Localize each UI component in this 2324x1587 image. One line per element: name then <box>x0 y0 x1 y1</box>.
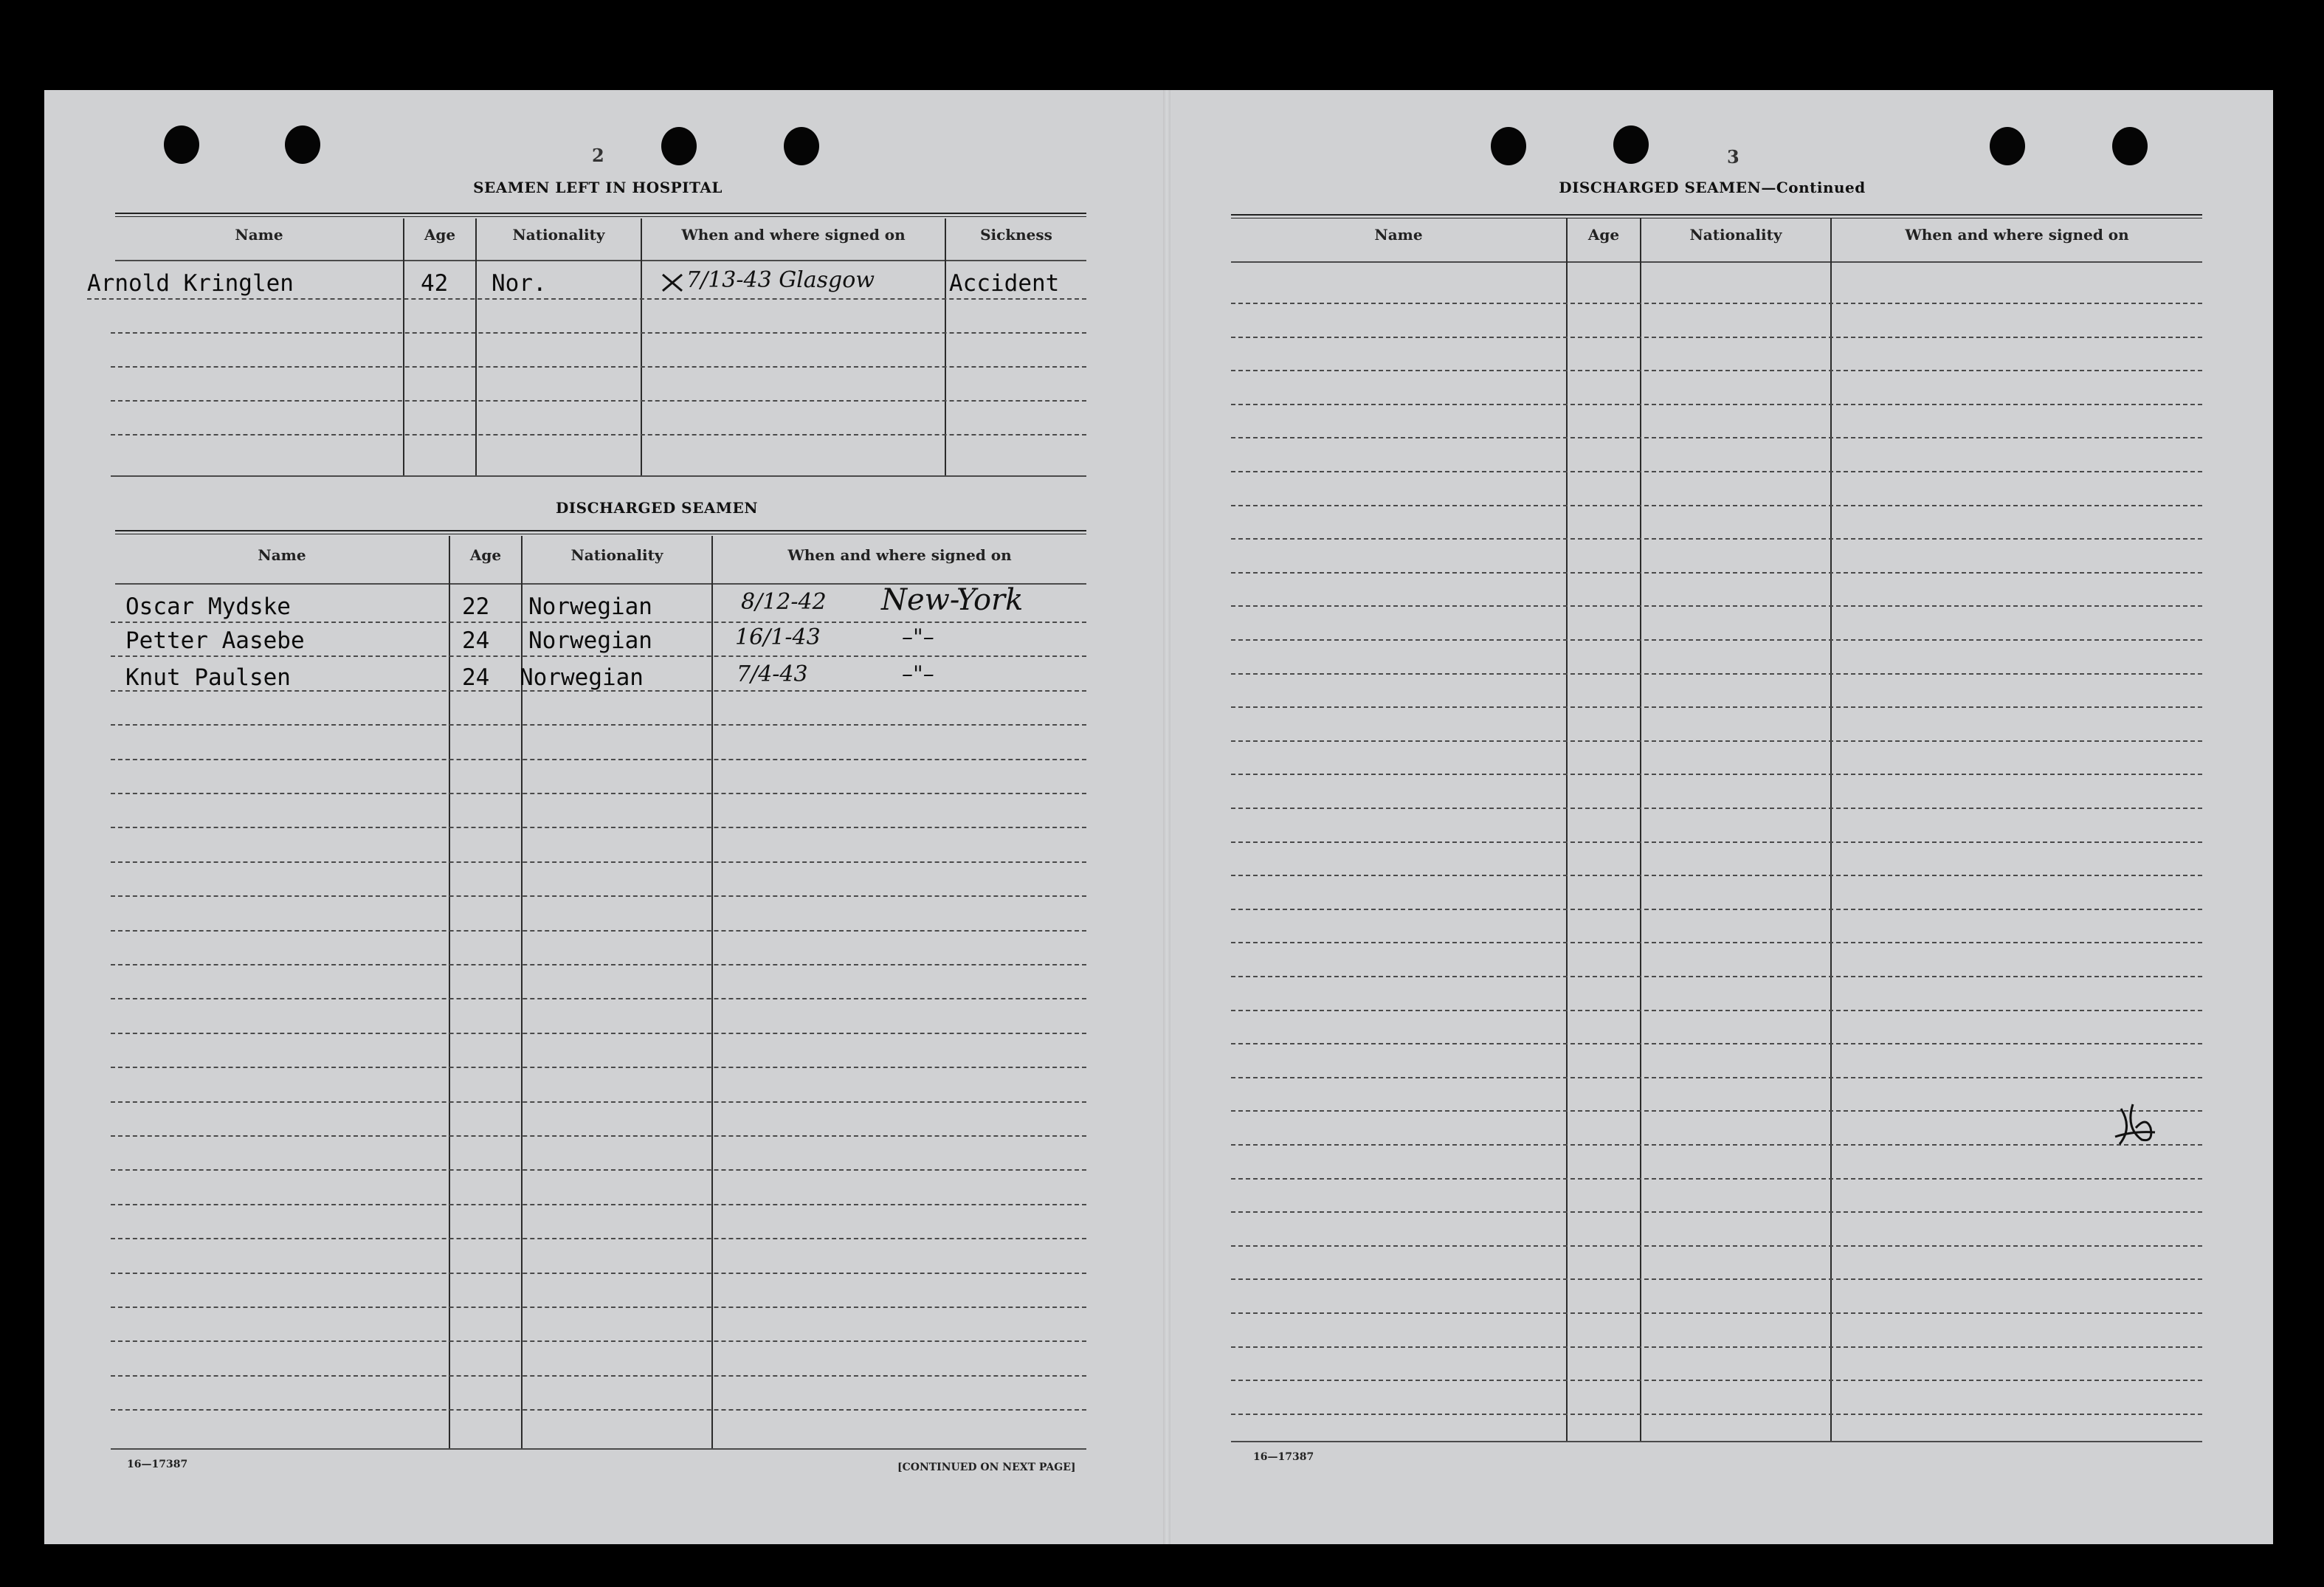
ruled-line <box>1231 1245 2202 1247</box>
discharged-top-rule <box>115 530 1086 534</box>
strikeout-mark <box>660 270 686 297</box>
ruled-line <box>1231 404 2202 405</box>
ruled-line <box>1231 1043 2202 1044</box>
punch-hole <box>1990 127 2025 165</box>
hospital-header-nationality: Nationality <box>512 226 605 244</box>
punch-hole <box>2112 127 2148 165</box>
discharged-col-divider <box>711 536 713 1450</box>
ruled-line <box>111 622 1086 623</box>
discharged-cell-place: –"– <box>902 624 934 650</box>
hospital-cell-age: 42 <box>421 270 449 297</box>
discharged-cell-place: –"– <box>902 661 934 687</box>
punch-hole <box>164 125 199 164</box>
ruled-line <box>1231 841 2202 843</box>
ruled-line <box>1231 370 2202 371</box>
ruled-line <box>111 1204 1086 1205</box>
hospital-cell-name: Arnold Kringlen <box>87 270 294 297</box>
discharged-cell-name: Oscar Mydske <box>125 593 291 620</box>
discharged-header-signed-on: When and where signed on <box>787 546 1012 564</box>
ruled-line <box>111 998 1086 999</box>
hospital-header-sickness: Sickness <box>980 226 1052 244</box>
ruled-line <box>1231 605 2202 607</box>
ruled-line <box>1231 875 2202 876</box>
ruled-line <box>1231 774 2202 775</box>
right-header-rule <box>1231 261 2202 263</box>
discharged-cell-nationality: Norwegian <box>528 627 652 654</box>
ruled-line <box>1231 740 2202 742</box>
right-bottom-rule <box>1231 1441 2202 1442</box>
ruled-line <box>111 1340 1086 1342</box>
ruled-line <box>1231 303 2202 304</box>
discharged-cell-date: 16/1-43 <box>735 624 821 650</box>
ruled-line <box>1231 538 2202 540</box>
page-fold <box>1163 90 1170 1544</box>
ruled-line <box>1231 1110 2202 1112</box>
hospital-row-line <box>111 400 1086 402</box>
discharged-bottom-rule <box>111 1448 1086 1450</box>
hospital-row-line <box>111 366 1086 368</box>
punch-hole <box>661 127 697 165</box>
ruled-line <box>1231 942 2202 943</box>
hospital-header-name: Name <box>235 226 283 244</box>
ruled-line <box>111 895 1086 897</box>
hospital-header-signed-on: When and where signed on <box>681 226 906 244</box>
ruled-line <box>111 1033 1086 1034</box>
hospital-col-divider <box>475 218 477 475</box>
ruled-line <box>1231 706 2202 708</box>
ruled-line <box>111 1409 1086 1411</box>
discharged-cell-date: 7/4-43 <box>737 661 808 687</box>
ruled-line <box>1231 337 2202 338</box>
hospital-col-divider <box>945 218 946 475</box>
hospital-cell-signed-on: 7/13-43 Glasgow <box>686 267 875 293</box>
punch-hole <box>1613 125 1649 164</box>
punch-hole <box>1491 127 1526 165</box>
ruled-line <box>1231 572 2202 574</box>
discharged-section-title: DISCHARGED SEAMEN <box>555 499 759 517</box>
discharged-cell-age: 24 <box>462 627 490 654</box>
ruled-line <box>111 793 1086 794</box>
ruled-line <box>111 827 1086 828</box>
hospital-col-divider <box>403 218 404 475</box>
ruled-line <box>1231 1211 2202 1213</box>
discharged-col-divider <box>449 536 450 1450</box>
right-header-nationality: Nationality <box>1689 226 1782 244</box>
ruled-line <box>1231 909 2202 910</box>
ruled-line <box>1231 1346 2202 1348</box>
ruled-line <box>1231 505 2202 506</box>
ruled-line <box>1231 976 2202 977</box>
handwritten-mark <box>2111 1098 2162 1157</box>
right-top-rule <box>1231 214 2202 218</box>
ruled-line <box>1231 673 2202 675</box>
ruled-line <box>1231 1178 2202 1180</box>
discharged-cell-name: Knut Paulsen <box>125 664 291 691</box>
ruled-line <box>111 1135 1086 1137</box>
hospital-top-rule <box>115 213 1086 217</box>
ruled-line <box>1231 1077 2202 1078</box>
ruled-line <box>1231 1144 2202 1146</box>
discharged-cell-age: 22 <box>462 593 490 620</box>
discharged-cell-nationality: Norwegian <box>520 664 644 691</box>
ruled-line <box>111 930 1086 932</box>
discharged-cell-place: New-York <box>881 583 1024 617</box>
continued-note: [CONTINUED ON NEXT PAGE] <box>897 1462 1076 1473</box>
discharged-cell-nationality: Norwegian <box>528 593 652 620</box>
ruled-line <box>1231 639 2202 641</box>
ruled-line <box>1231 437 2202 438</box>
ruled-line <box>111 724 1086 726</box>
ruled-line <box>111 759 1086 760</box>
hospital-header-age: Age <box>424 226 456 244</box>
ruled-line <box>111 861 1086 863</box>
right-header-signed-on: When and where signed on <box>1905 226 2129 244</box>
right-col-divider <box>1830 218 1832 1442</box>
discharged-header-name: Name <box>258 546 306 564</box>
ruled-line <box>111 1101 1086 1103</box>
form-number-left: 16—17387 <box>127 1459 188 1470</box>
hospital-cell-nationality: Nor. <box>492 270 547 297</box>
discharged-cell-name: Petter Aasebe <box>125 627 305 654</box>
right-header-name: Name <box>1374 226 1423 244</box>
punch-hole <box>285 125 320 164</box>
punch-hole <box>784 127 819 165</box>
right-title-continued: —Continued <box>1761 179 1866 196</box>
ruled-line <box>111 1169 1086 1171</box>
page-number-right: 3 <box>1727 146 1739 168</box>
right-col-divider <box>1640 218 1641 1442</box>
ruled-line <box>1231 808 2202 809</box>
hospital-row-line <box>111 475 1086 477</box>
ruled-line <box>1231 1312 2202 1314</box>
discharged-header-nationality: Nationality <box>570 546 663 564</box>
ruled-line <box>111 1238 1086 1239</box>
discharged-header-age: Age <box>469 546 502 564</box>
document-sheet <box>44 90 2273 1544</box>
right-col-divider <box>1566 218 1568 1442</box>
hospital-row-line <box>111 434 1086 436</box>
ruled-line <box>111 1375 1086 1377</box>
discharged-cell-date: 8/12-42 <box>741 589 827 615</box>
hospital-cell-sickness: Accident <box>949 270 1060 297</box>
ruled-line <box>111 964 1086 965</box>
hospital-row-line <box>87 298 1086 300</box>
right-section-title <box>1506 179 1919 196</box>
discharged-cell-age: 24 <box>462 664 490 691</box>
ruled-line <box>111 655 1086 657</box>
page-number-left: 2 <box>592 145 604 166</box>
hospital-header-rule <box>115 260 1086 261</box>
hospital-col-divider <box>641 218 642 475</box>
right-header-age: Age <box>1587 226 1620 244</box>
ruled-line <box>111 1307 1086 1308</box>
hospital-row-line <box>111 332 1086 334</box>
ruled-line <box>1231 471 2202 472</box>
ruled-line <box>111 1273 1086 1274</box>
ruled-line <box>1231 1380 2202 1381</box>
ruled-line <box>111 1067 1086 1068</box>
ruled-line <box>1231 1010 2202 1011</box>
right-title-main: DISCHARGED SEAMEN <box>1559 179 1762 196</box>
ruled-line <box>1231 1278 2202 1280</box>
ruled-line <box>1231 1414 2202 1415</box>
hospital-section-title: SEAMEN LEFT IN HOSPITAL <box>473 179 723 196</box>
form-number-right: 16—17387 <box>1253 1451 1314 1463</box>
